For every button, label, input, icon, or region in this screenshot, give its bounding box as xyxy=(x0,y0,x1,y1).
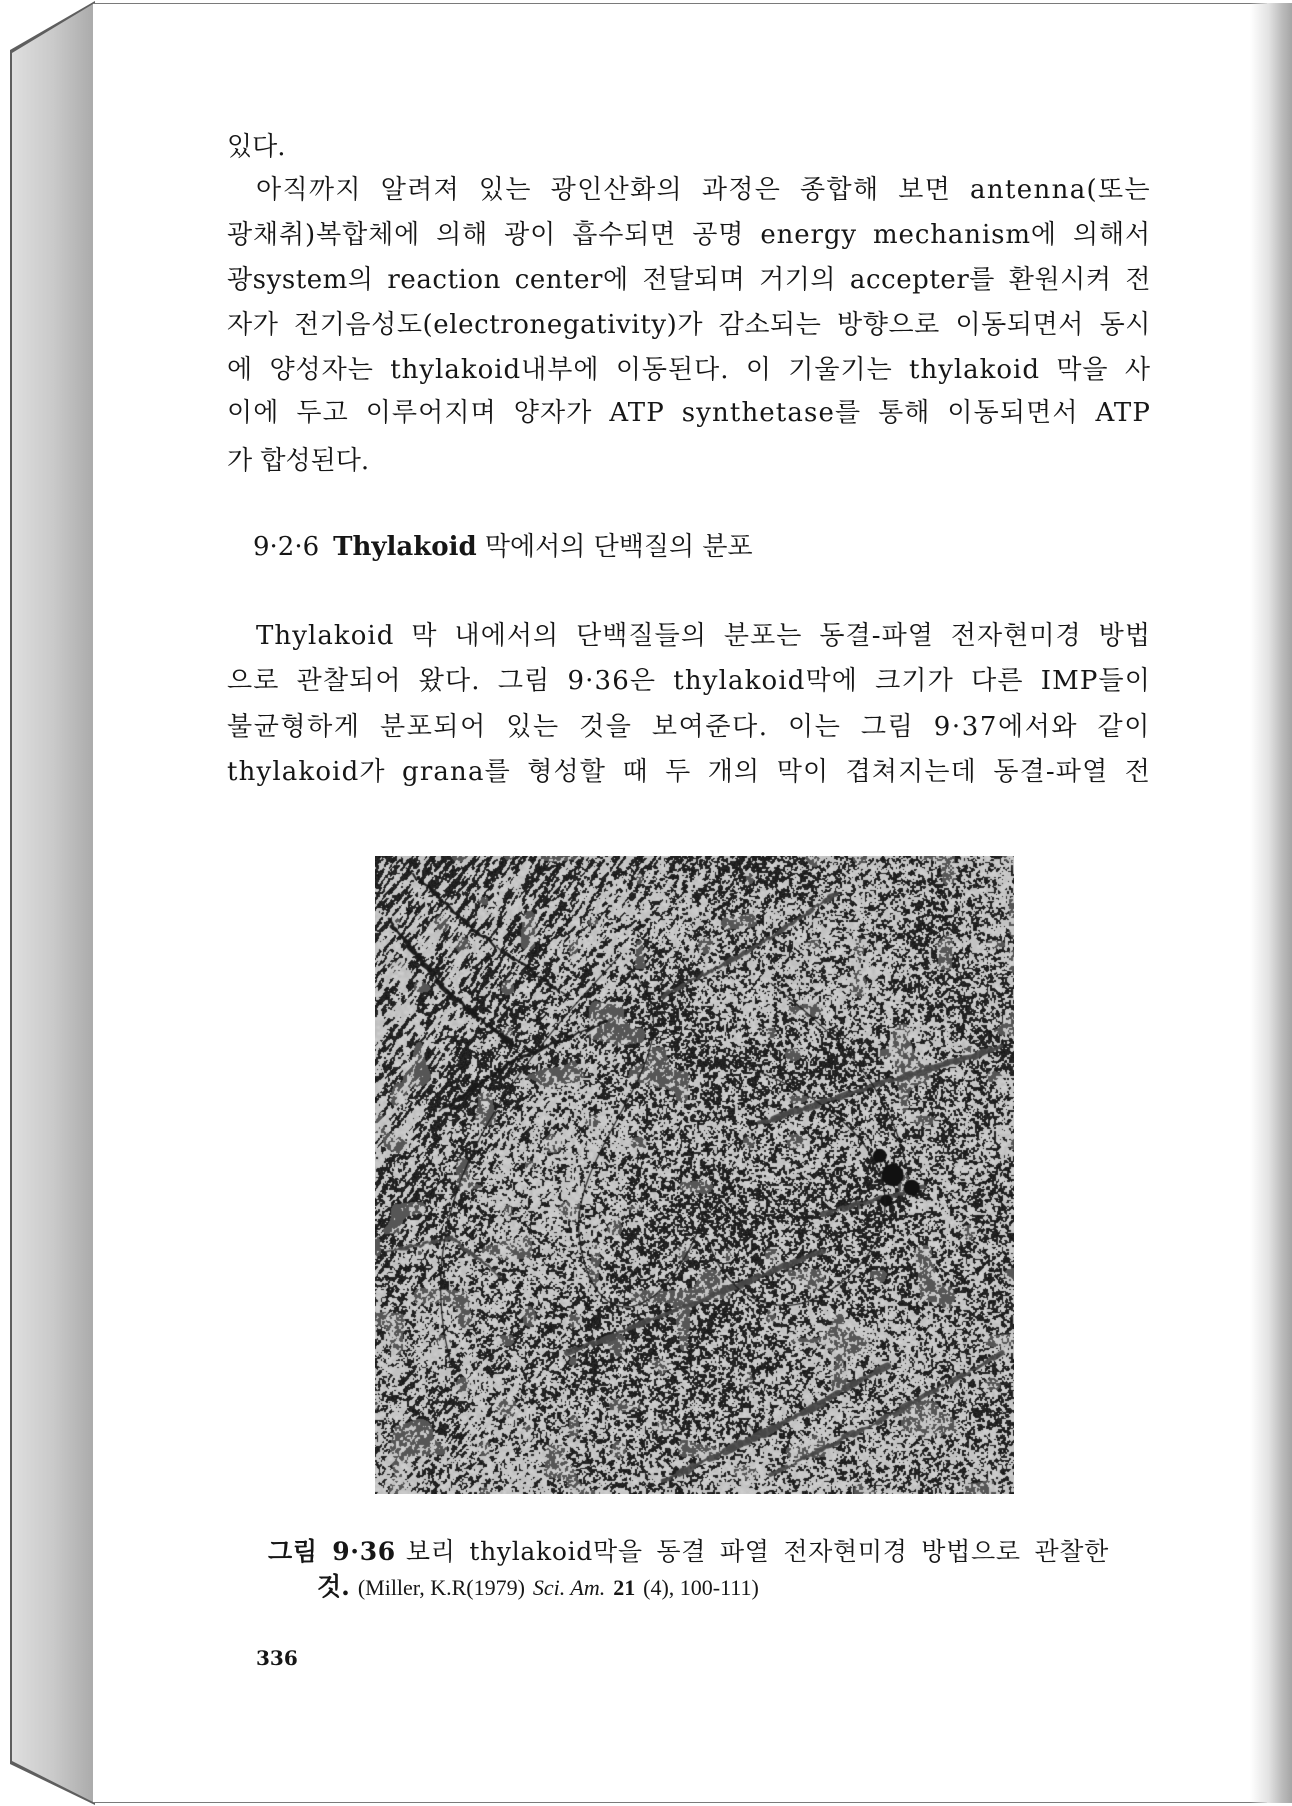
figure-label: 그림 9·36 xyxy=(268,1537,396,1566)
body-text-line: 가 합성된다. xyxy=(227,446,370,476)
citation-journal: Sci. Am. xyxy=(532,1575,606,1600)
page-number: 336 xyxy=(256,1646,298,1670)
body-text-line: 불균형하게 분포되어 있는 것을 보여준다. 이는 그림 9·37에서와 같이 xyxy=(227,712,1151,742)
body-text-line: Thylakoid 막 내에서의 단백질들의 분포는 동결-파열 전자현미경 방법 xyxy=(256,621,1151,651)
section-heading xyxy=(253,525,753,570)
body-text-line: 있다. xyxy=(227,132,286,162)
body-text-line: 광채취)복합체에 의해 광이 흡수되면 공명 energy mechanism에 의해서 xyxy=(227,220,1151,250)
body-text-line: 광system의 reaction center에 전달되며 거기의 accepter를 환원시켜 전 xyxy=(227,265,1151,295)
citation-authors: (Miller, K.R(1979) xyxy=(357,1575,525,1600)
body-text-line: 으로 관찰되어 왔다. 그림 9·36은 thylakoid막에 크기가 다른 IMP들이 xyxy=(227,666,1151,696)
page-edge-shadow xyxy=(1250,3,1292,1803)
book-spine xyxy=(0,0,96,1806)
section-title: 막에서의 단백질의 분포 xyxy=(484,532,753,562)
freeze-fracture-micrograph xyxy=(375,856,1014,1494)
body-text-line: 에 양성자는 thylakoid내부에 이동된다. 이 기울기는 thylakoid 막을 사 xyxy=(227,355,1151,385)
section-number: 9·2·6 xyxy=(253,532,320,562)
figure-caption-line xyxy=(317,1564,759,1609)
body-text-line: thylakoid가 grana를 형성할 때 두 개의 막이 겹쳐지는데 동결-파열 전 xyxy=(227,757,1151,787)
body-text-line: 아직까지 알려져 있는 광인산화의 과정은 종합해 보면 antenna(또는 xyxy=(256,175,1151,205)
figure-caption-text: 보리 thylakoid막을 동결 파열 전자현미경 방법으로 관찰한 xyxy=(405,1537,1109,1566)
citation-issue-pages: (4), 100-111) xyxy=(643,1575,759,1600)
citation-volume: 21 xyxy=(613,1575,636,1600)
section-term: Thylakoid xyxy=(333,532,477,562)
body-text-line: 자가 전기음성도(electronegativity)가 감소되는 방향으로 이동되면서 동시 xyxy=(227,310,1151,340)
body-text-line: 이에 두고 이루어지며 양자가 ATP synthetase를 통해 이동되면서 ATP xyxy=(227,398,1151,428)
figure-caption-lead: 것. xyxy=(317,1572,350,1601)
